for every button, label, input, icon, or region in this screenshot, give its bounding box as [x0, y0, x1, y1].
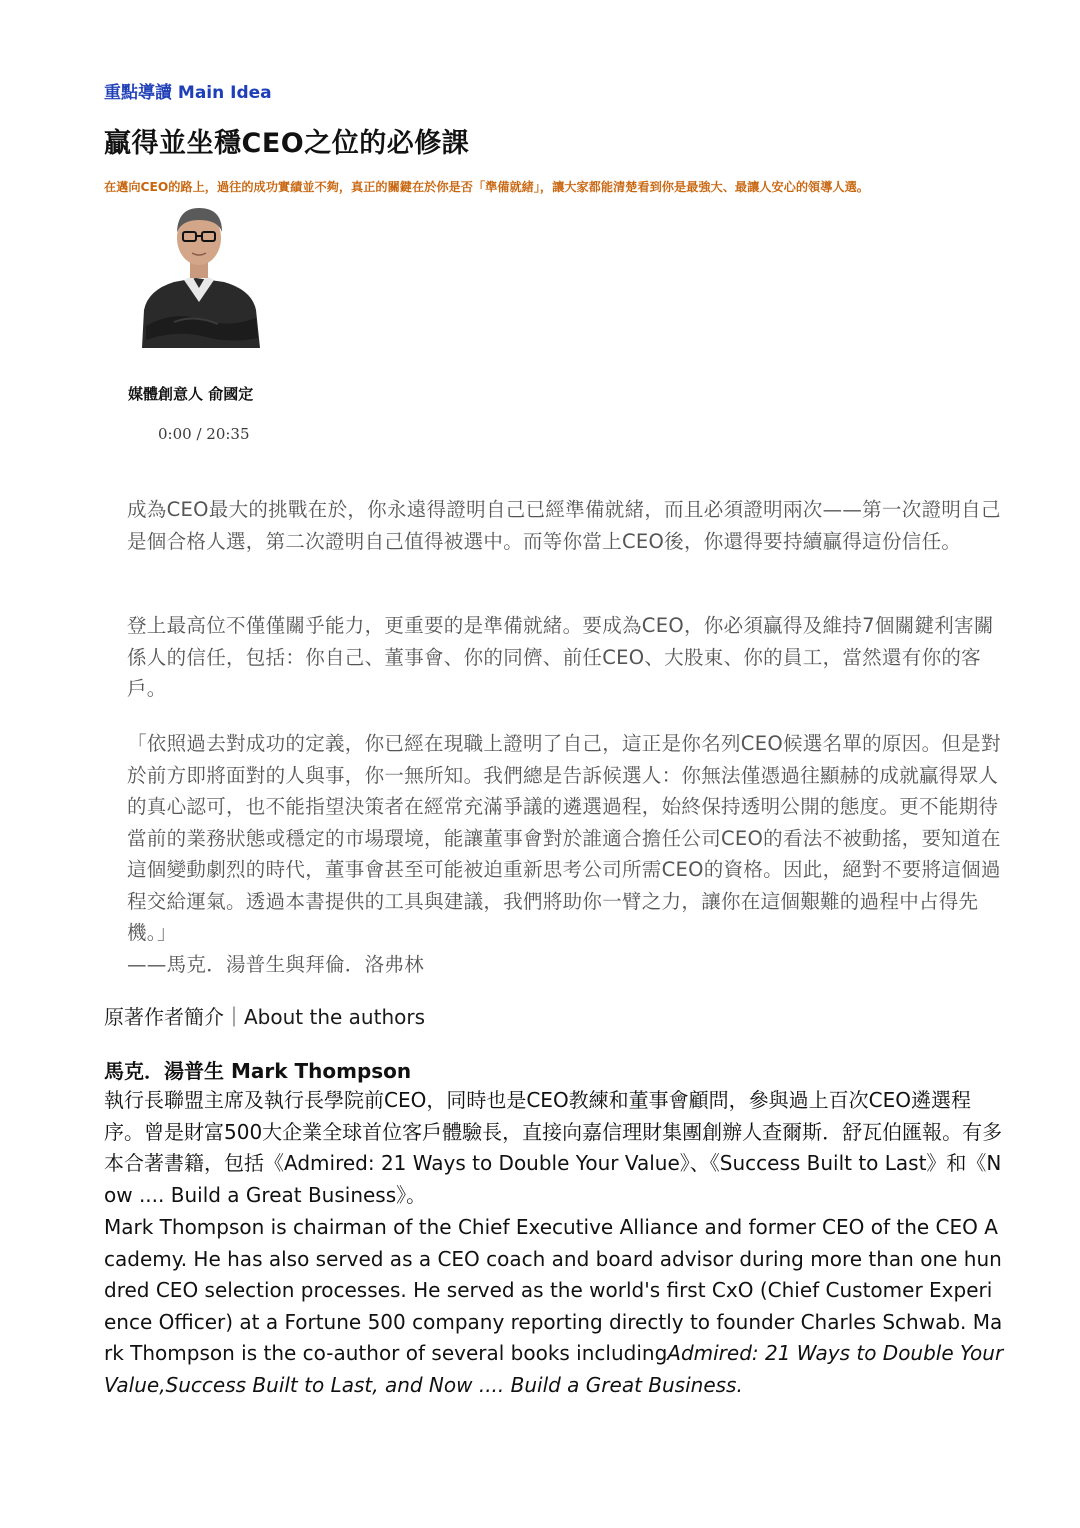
quote-text: 「依照過去對成功的定義，你已經在現職上證明了自己，這正是你名列CEO候選名單的原因。但是對於前方即將面對的人與事，你一無所知。我們總是告訴候選人：你無法僅憑過往顯赫的成就贏得眾人的真心認可，也不能指望決策者在經常充滿爭議的遴選過程，始終保持透明公開的態度。更不能期待當前的業務狀態或穩定的市場環境，能讓董事會對於誰適合擔任公司CEO的看法不被動搖，要知道在這個變動劇烈的時代，董事會甚至可能被迫重新思考公司所需CEO的資格。因此，絕對不要將這個過程交給運氣。透過本書提供的工具與建議，我們將助你一臂之力，讓你在這個艱難的過程中占得先機。」 [127, 732, 1001, 944]
author-bio-english [104, 1212, 1004, 1401]
author-name: 馬克．湯普生 Mark Thompson [104, 1059, 412, 1083]
bio-english-book-titles: Admired: 21 Ways to Double Your Value,Success Built to Last, and Now .... Build a Great Business. [104, 1341, 1004, 1397]
bio-english-text: Mark Thompson is chairman of the Chief Executive Alliance and former CEO of the CEO Academy. He has also served as a CEO coach and board advisor during more than one hundred CEO selection processes. He served as the world's first CxO (Chief Customer Experience Officer) at a Fortune 500 company reporting directly to founder Charles Schwab. Mark Thompson is the co-author of several books including [104, 1215, 1003, 1365]
author-bio-chinese: 執行長聯盟主席及執行長學院前CEO，同時也是CEO教練和董事會顧問，參與過上百次CEO遴選程序。曾是財富500大企業全球首位客戶體驗長，直接向嘉信理財集團創辦人查爾斯．舒瓦伯匯報。有多本合著書籍，包括《Admired: 21 Ways to Double Your Value》、《Success Built to Last》和《Now .... Build a Great Business》。 [104, 1088, 1003, 1207]
body-paragraph-1: 成為CEO最大的挑戰在於，你永遠得證明自己已經準備就緒，而且必須證明兩次——第一次證明自己是個合格人選，第二次證明自己值得被選中。而等你當上CEO後，你還得要持續贏得這份信任。 [127, 498, 1001, 553]
page-title: 贏得並坐穩CEO之位的必修課 [104, 128, 470, 159]
audio-time-display: 0:00 / 20:35 [158, 425, 250, 443]
about-authors-heading: 原著作者簡介｜About the authors [104, 1005, 425, 1029]
author-portrait [134, 198, 264, 348]
portrait-caption: 媒體創意人 俞國定 [128, 385, 254, 403]
quote-block [127, 728, 1007, 980]
quote-author: ——馬克．湯普生與拜倫．洛弗林 [127, 952, 424, 976]
section-label: 重點導讀 Main Idea [104, 83, 272, 103]
body-paragraph-2: 登上最高位不僅僅關乎能力，更重要的是準備就緒。要成為CEO，你必須贏得及維持7個關鍵利害關係人的信任，包括：你自己、董事會、你的同儕、前任CEO、大股東、你的員工，當然還有你的客戶。 [127, 614, 994, 700]
lead-summary: 在邁向CEO的路上，過往的成功實績並不夠，真正的關鍵在於你是否「準備就緒」，讓大家都能清楚看到你是最強大、最讓人安心的領導人選。 [104, 180, 869, 194]
